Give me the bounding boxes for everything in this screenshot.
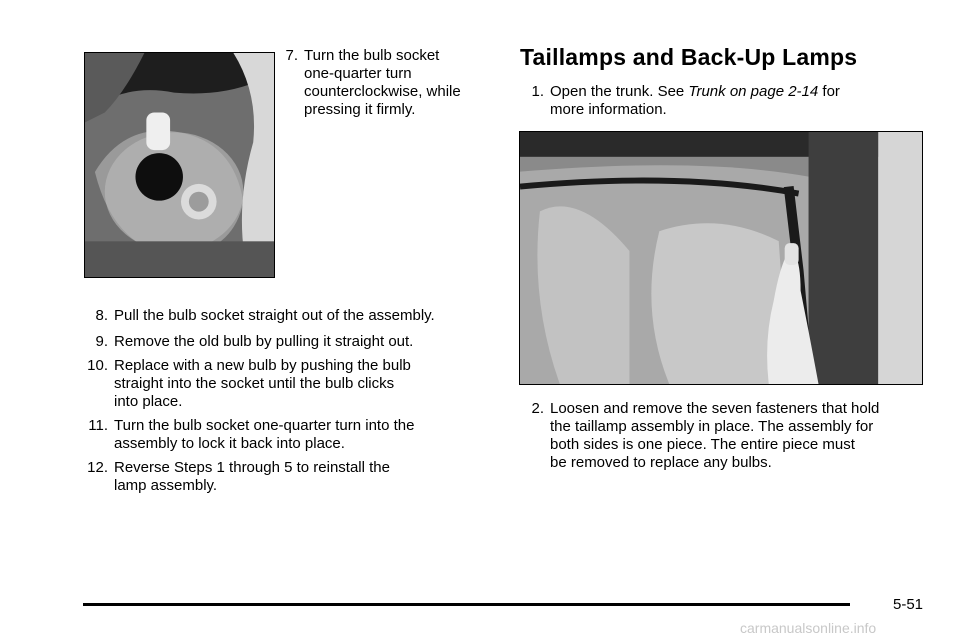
step-line: the taillamp assembly in place. The assembly for [550,418,874,435]
step-text [114,333,413,351]
step-text [114,307,435,325]
step-line: counterclockwise, while [304,83,461,100]
step-number: 7. [285,47,298,64]
step-line: straight into the socket until the bulb clicks [114,375,395,392]
step-line: one-quarter turn [304,65,412,82]
footer-divider [83,603,850,606]
step-line: Replace with a new bulb by pushing the bulb [114,357,411,374]
step-line: Pull the bulb socket straight out of the assembly. [114,307,435,324]
step-line: Remove the old bulb by pulling it straight out. [114,333,414,350]
trunk-interior-photo [519,131,923,385]
bulb-socket-illustration [85,53,274,277]
step-number: 12. [87,459,108,476]
step-number: 10. [87,357,108,374]
step-line: into place. [114,393,183,410]
step-text [114,357,411,411]
step-text [114,417,414,453]
trunk-interior-illustration [520,132,922,384]
step-line: pressing it firmly. [304,101,416,118]
step-number: 8. [95,307,108,324]
section-title: Taillamps and Back-Up Lamps [520,44,858,70]
step-line: Turn the bulb socket [304,47,440,64]
step-line: more information. [550,101,667,118]
watermark: carmanualsonline.info [740,620,877,636]
step-line: Loosen and remove the seven fasteners that hold [550,400,880,417]
page-number: 5-51 [893,596,924,613]
step-line: be removed to replace any bulbs. [550,454,772,471]
step-line: lamp assembly. [114,477,218,494]
step-text [114,459,390,495]
bulb-socket-photo [84,52,275,278]
step-text [304,47,461,119]
step-text [550,400,879,472]
step-line: Reverse Steps 1 through 5 to reinstall the [114,459,390,476]
step-line: Turn the bulb socket one-quarter turn into the [114,417,415,434]
step-number: 1. [531,83,544,100]
page-reference-link[interactable]: Trunk on page 2-14 [688,83,819,100]
step-line [550,83,840,101]
step-line: both sides is one piece. The entire piece must [550,436,855,453]
step-text-fragment: Open the trunk. See [550,83,689,100]
step-number: 2. [531,400,544,417]
step-text-fragment: for [818,83,840,100]
step-line: assembly to lock it back into place. [114,435,345,452]
step-text [550,83,840,119]
step-number: 11. [88,417,108,434]
step-number: 9. [95,333,108,350]
